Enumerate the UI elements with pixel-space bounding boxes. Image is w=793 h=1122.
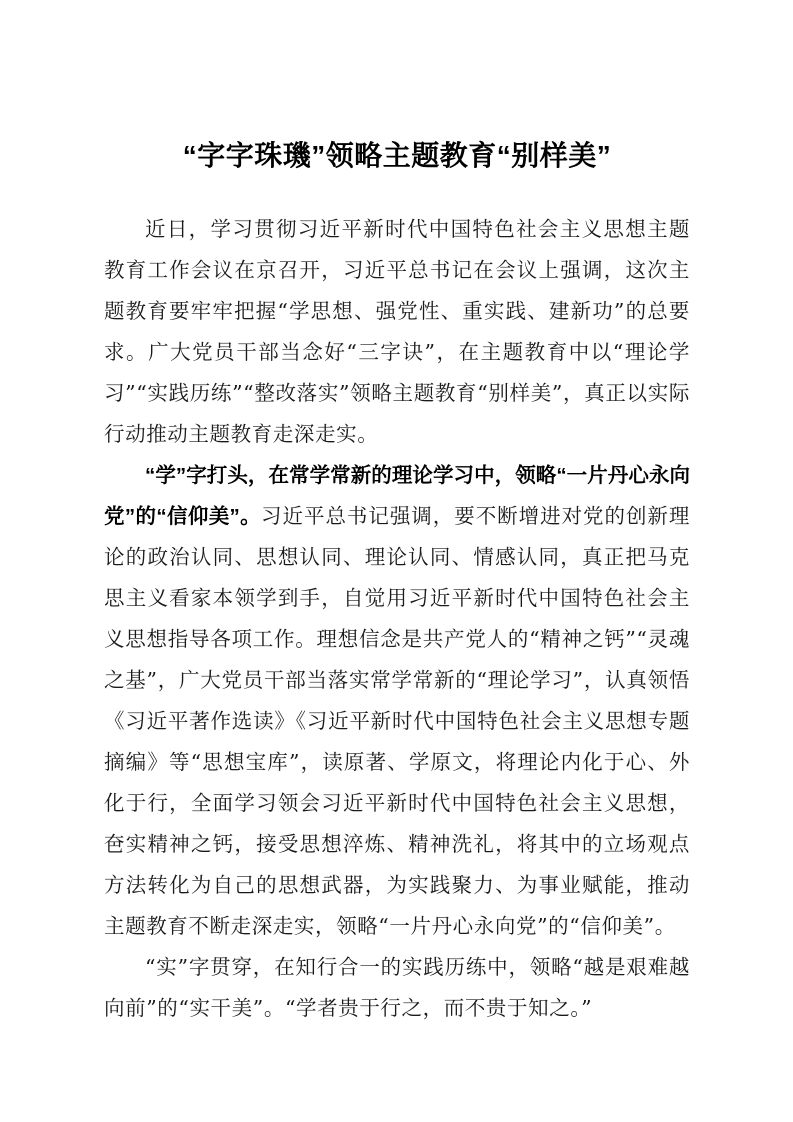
paragraph-2-text: 习近平总书记强调，要不断增进对党的创新理论的政治认同、思想认同、理论认同、情感认同，真正把马克思主义看家本领学到手，自觉用习近平新时代中国特色社会主义思想指导各项工作。理想信念是共产党人的“精神之钙”“灵魂之基”，广大党员干部当落实常学常新的“理论学习”，认真领悟《习近平著作选读》《习近平新时代中国特色社会主义思想专题摘编》等“思想宝库”，读原著、学原文，将理论内化于心、外化于行，全面学习领会习近平新时代中国特色社会主义思想，夿实精神之钙，接受思想淬炼、精神洗礼，将其中的立场观点方法转化为自己的思想武器，为实践聚力、为事业赋能，推动主题教育不断走深走实，领略“一片丹心永向党”的“信仰美”。: [104, 504, 691, 938]
paragraph-1-text: 近日，学习贯彻习近平新时代中国特色社会主义思想主题教育工作会议在京召开，习近平总书记在会议上强调，这次主题教育要牢牢把握“学思想、强党性、重实践、建新功”的总要求。广大党员干部当念好“三字诀”，在主题教育中以“理论学习”“实践历练”“整改落实”领略主题教育“别样美”，真正以实际行动推动主题教育走深走实。: [104, 217, 690, 446]
paragraph-3: [104, 947, 690, 1029]
paragraph-1: [104, 209, 690, 455]
paragraph-3-text: “实”字贯穿，在知行合一的实践历练中，领略“越是艰难越向前”的“实干美”。“学者贵于行之，而不贵于知之。”: [104, 955, 690, 1020]
document-content: [104, 0, 690, 1029]
paragraph-2: [104, 455, 690, 947]
document-body: [104, 209, 690, 1029]
page-title: “字字珠璣”领略主题教育“别样美”: [182, 140, 612, 171]
paragraph-2-bold-lead: “学”字打头，在常学常新的理论学习中，领略“一片丹心永向党”的“信仰美”。: [104, 464, 690, 528]
